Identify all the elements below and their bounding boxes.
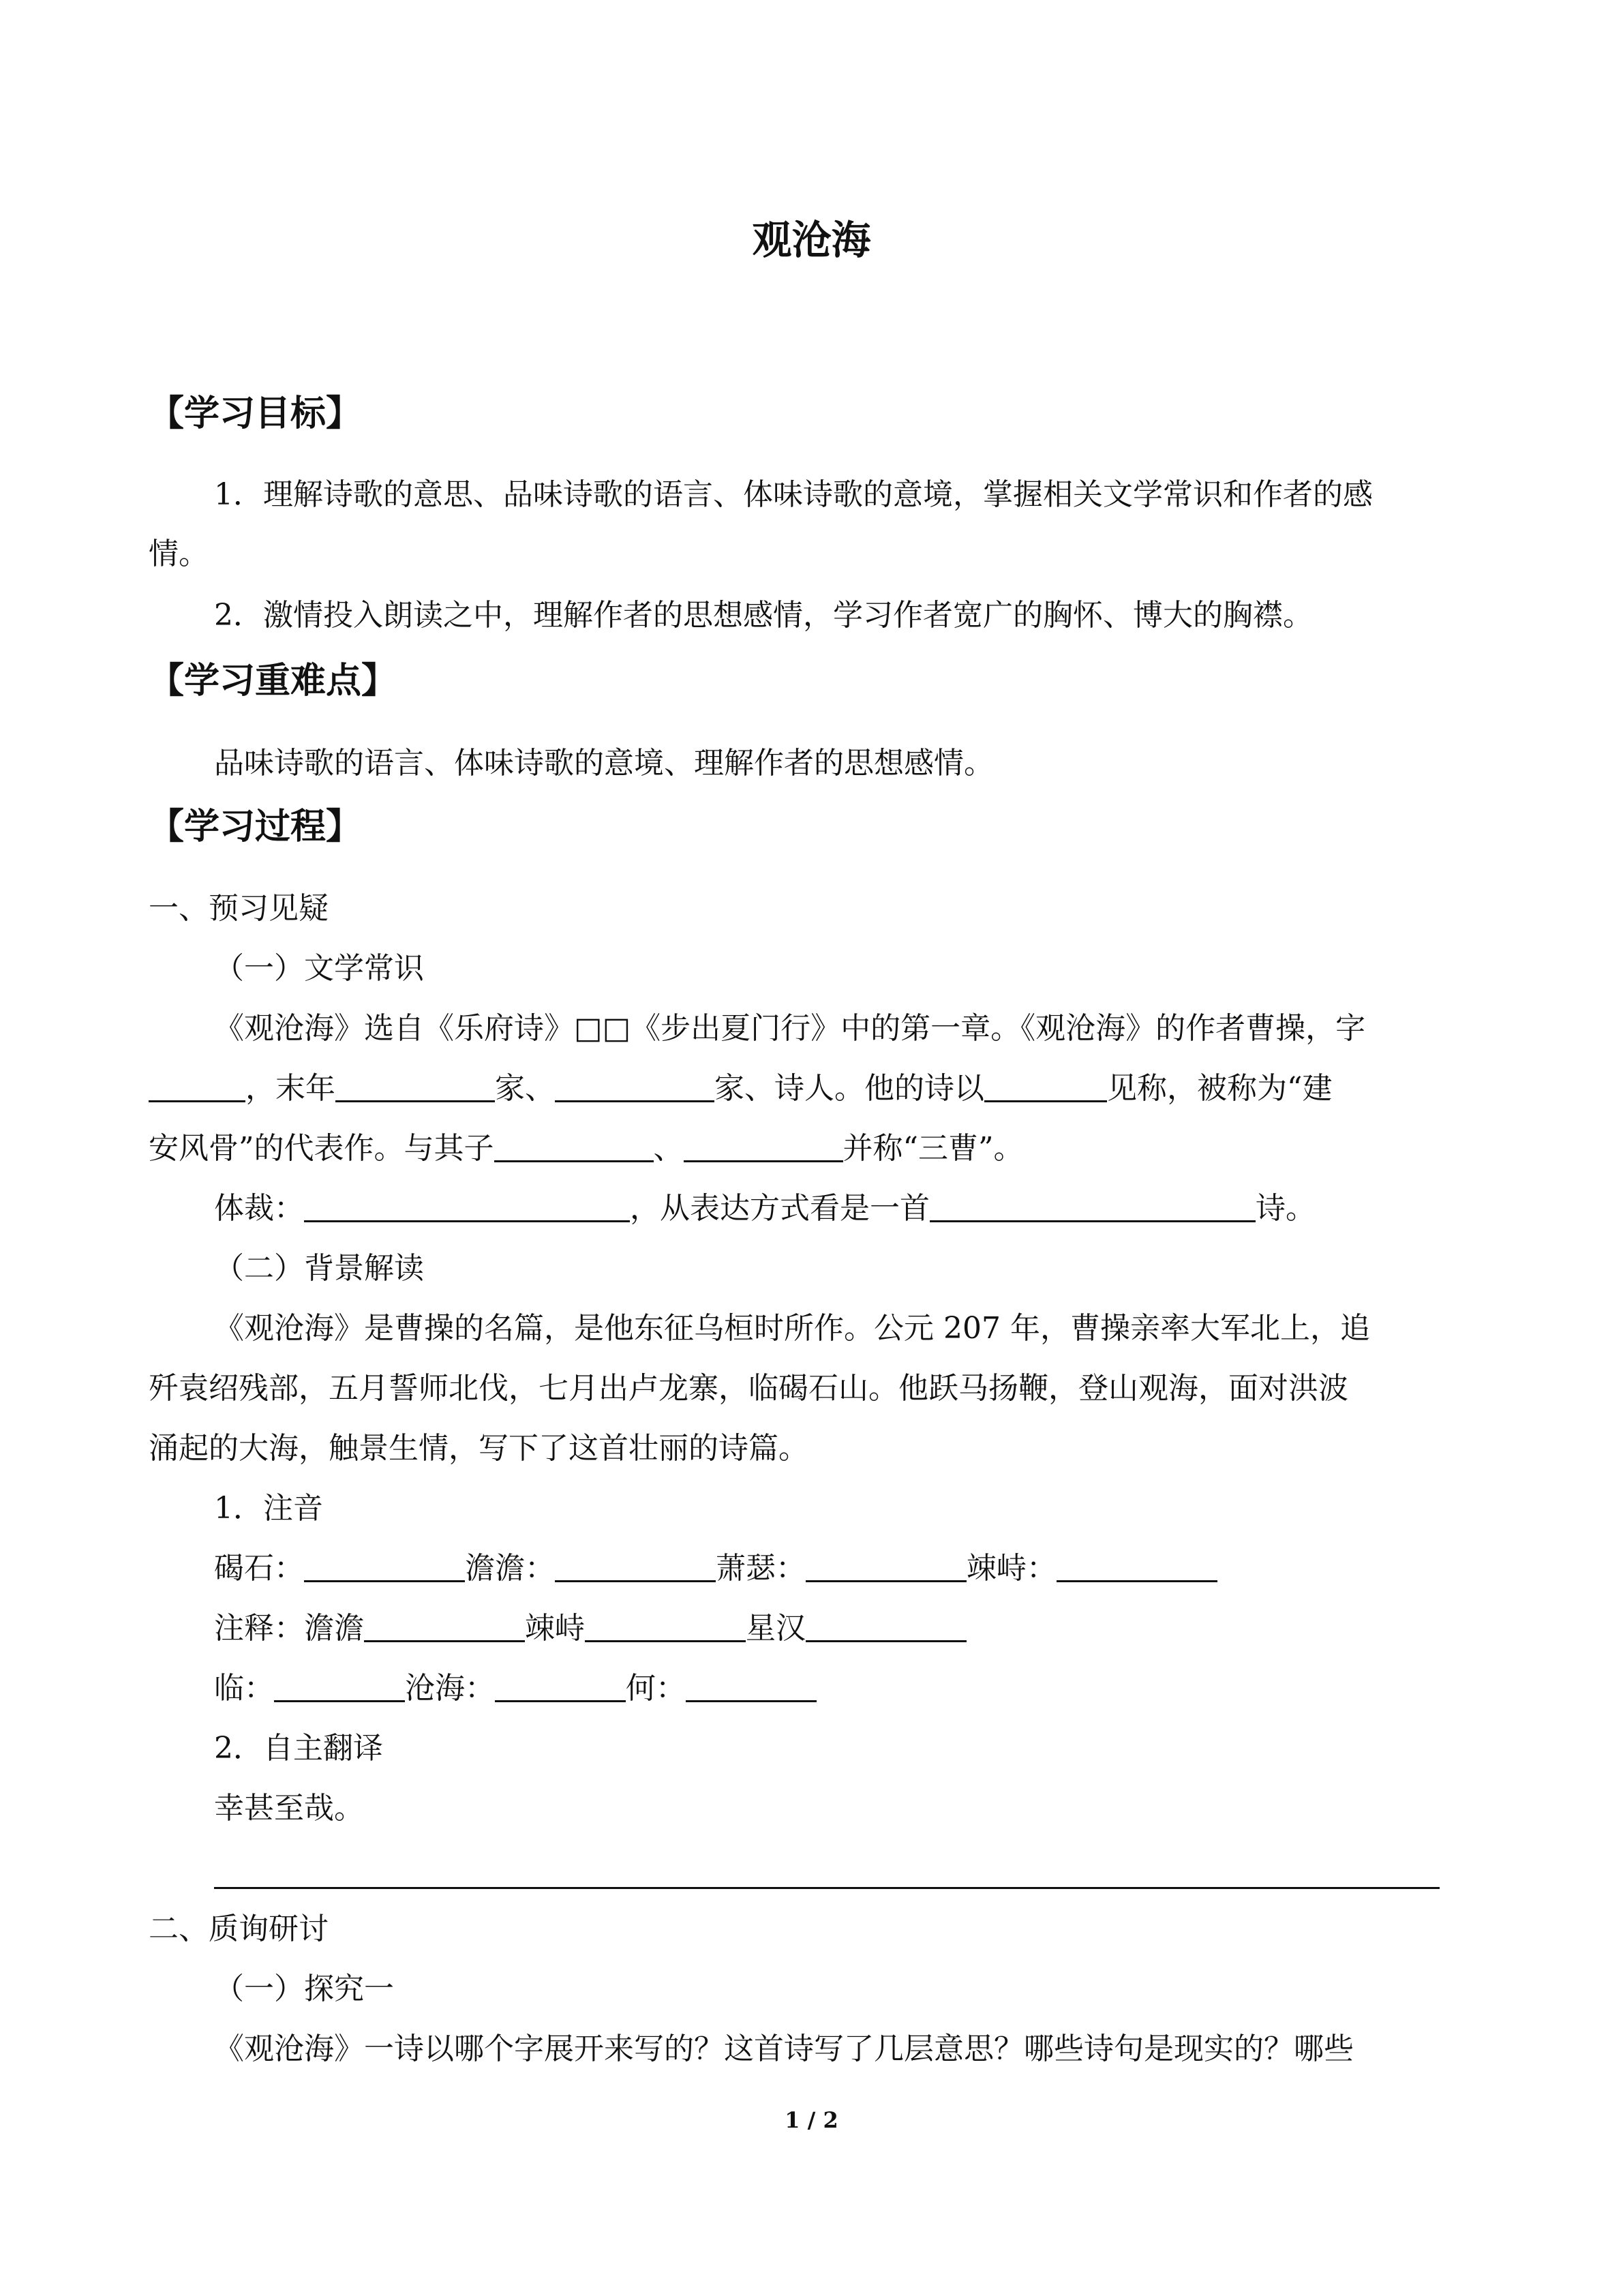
goal-item-1-line-2: 情。 (149, 537, 209, 571)
blank-pinyin-1[interactable] (304, 1549, 465, 1582)
blank-word-3[interactable] (686, 1669, 817, 1702)
blank-role-1[interactable] (335, 1069, 495, 1102)
blank-note-2[interactable] (585, 1609, 746, 1642)
part2-question-line: 《观沧海》一诗以哪个字展开来写的？这首诗写了几层意思？哪些诗句是现实的？哪些 (214, 2031, 1354, 2066)
blank-pinyin-3[interactable] (806, 1549, 967, 1582)
translation-answer-line[interactable] (214, 1887, 1440, 1889)
keypoints-heading: 【学习重难点】 (149, 661, 397, 701)
part1-sub2: （二）背景解读 (214, 1251, 424, 1286)
keypoints-text: 品味诗歌的语言、体味诗歌的意境、理解作者的思想感情。 (214, 746, 994, 781)
blank-son-1[interactable] (494, 1129, 654, 1162)
goal-item-1-line-1: 1．理解诗歌的意思、品味诗歌的语言、体味诗歌的意境，掌握相关文学常识和作者的感 (214, 477, 1373, 512)
blank-pinyin-4[interactable] (1057, 1549, 1217, 1582)
background-line-3: 涌起的大海，触景生情，写下了这首壮丽的诗篇。 (149, 1431, 808, 1466)
lit-line-1: 《观沧海》选自《乐府诗》□□《步出夏门行》中的第一章。《观沧海》的作者曹操，字 (214, 1011, 1366, 1046)
lit-line-2: ，末年 家、 家、诗人。他的诗以 见称，被称为“建 (149, 1068, 1333, 1109)
goals-heading: 【学习目标】 (149, 393, 362, 434)
background-line-2: 歼袁绍残部，五月誓师北伐，七月出卢龙寨，临碣石山。他跃马扬鞭，登山观海，面对洪波 (149, 1371, 1348, 1406)
blank-note-1[interactable] (364, 1609, 525, 1642)
notes-line: 注释：澹澹 竦峙 星汉 (214, 1608, 967, 1649)
blank-son-2[interactable] (684, 1129, 843, 1162)
words-line: 临： 沧海： 何： (214, 1668, 817, 1709)
blank-courtesy-name[interactable] (149, 1069, 245, 1102)
page-number: 1 / 2 (785, 2107, 838, 2133)
part1-sub1: （一）文学常识 (214, 951, 424, 986)
blank-note-3[interactable] (806, 1609, 967, 1642)
q1-title: 1．注音 (214, 1491, 323, 1526)
blank-word-1[interactable] (274, 1669, 405, 1702)
genre-line: 体裁： ，从表达方式看是一首 诗。 (214, 1188, 1316, 1229)
background-line-1: 《观沧海》是曹操的名篇，是他东征乌桓时所作。公元 207 年，曹操亲率大军北上，追 (214, 1311, 1370, 1346)
goal-item-2: 2．激情投入朗读之中，理解作者的思想感情，学习作者宽广的胸怀、博大的胸襟。 (214, 598, 1313, 633)
translate-text: 幸甚至哉。 (214, 1791, 364, 1826)
blank-pinyin-2[interactable] (555, 1549, 716, 1582)
q2-title: 2．自主翻译 (214, 1731, 383, 1766)
lit-line-3: 安风骨”的代表作。与其子 、 并称“三曹”。 (149, 1128, 1024, 1169)
part2-title: 二、质询研讨 (149, 1912, 329, 1946)
pinyin-line: 碣石： 澹澹： 萧瑟： 竦峙： (214, 1548, 1217, 1589)
blank-genre[interactable] (304, 1189, 630, 1222)
blank-word-2[interactable] (495, 1669, 626, 1702)
process-heading: 【学习过程】 (149, 806, 362, 847)
blank-expression[interactable] (930, 1189, 1256, 1222)
page-title: 观沧海 (752, 217, 871, 263)
part1-title: 一、预习见疑 (149, 891, 329, 926)
blank-role-2[interactable] (555, 1069, 714, 1102)
blank-style[interactable] (984, 1069, 1107, 1102)
part2-sub1: （一）探究一 (214, 1972, 394, 2006)
